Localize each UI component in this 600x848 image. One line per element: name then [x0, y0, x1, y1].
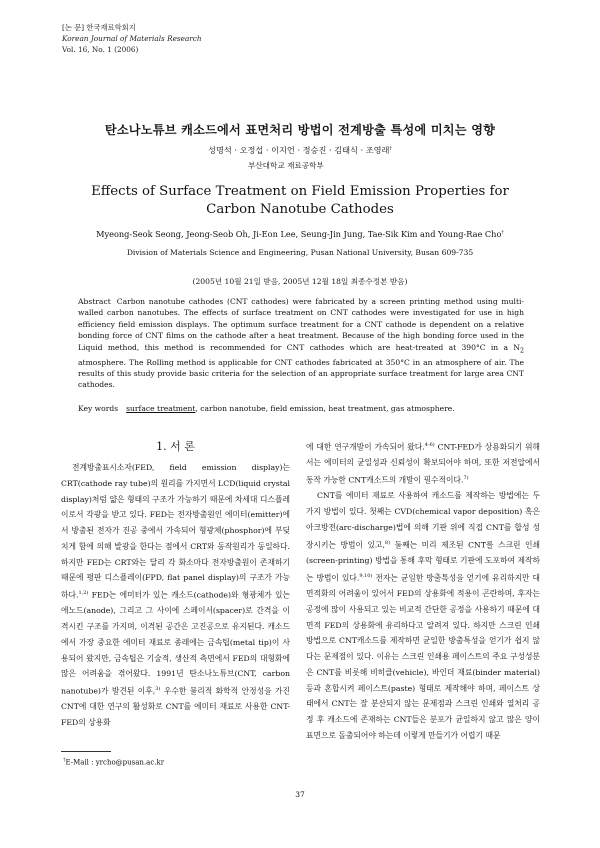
title-english-line1: Effects of Surface Treatment on Field Emission Properties for: [91, 184, 509, 199]
intro-text-1: 전계방출표시소자(FED, field emission display)는 CRT(cathode ray tube)의 원리를 가지면서 LCD(liquid crystal display)처럼 얇은 형태의 구조가 가능하기 때문에 차세대 디스플레이로서 각광을 받고 있다. FED는 전자방출원인 에미터(emitter)에서 방출된 전자가 진공 중에서 가속되어 형광체(phosphor)에 부딪치게 함에 의해 발광을 한다는 점에서 CRT와 동작원리가 동일하다. 하지만 FED는 CRT와는 달리 각 화소마다 전자방출원이 존재하기 때문에 평판 디스플레이(FPD, flat panel display)의 구조가 가능하다.: [61, 463, 290, 600]
abstract-text-2: atmosphere. The Rolling method is applicable for CNT cathodes fabricated at 350°C in an atmosphere of air. The results of this study provide basic criteria for the selection of an appropriate surface treatment for large area CNT cathodes.: [78, 357, 524, 390]
authors-korean-names: 성명석 · 오정섭 · 이지언 · 정승진 · 김태식 · 조영래: [208, 145, 390, 155]
abstract-n2-subscript: 2: [519, 347, 524, 355]
journal-name-en: Korean Journal of Materials Research: [62, 34, 202, 43]
keywords-label: Key words: [78, 404, 119, 413]
right-text-1b: 둘째는 미리 제조된 CNT를 스크린 인쇄(screen-printing) 방법을 통해 후막 형태로 기판에 도포하여 제작하는 방법이 있다.: [306, 540, 540, 583]
affiliation-english: Division of Materials Science and Engineering, Pusan National University, Busan 609-735: [126, 248, 474, 257]
right-text-0b: CNT-FED가 상용화되기 위해서는 에미터의 균일성과 신뢰성이 확보되어야 하며, 또한 저전압에서 동작 가능한 CNT캐소드의 개발이 필수적이다.: [306, 442, 541, 485]
continued-paragraph: [306, 438, 540, 488]
body-column-right: [306, 438, 540, 744]
title-english: [0, 183, 600, 219]
citation: 3): [155, 686, 161, 693]
keyword-first: surface treatment: [126, 404, 196, 413]
citation: 9,10): [359, 572, 373, 579]
intro-paragraph: [61, 460, 290, 731]
footnote-email: E-Mail : yrcho@pusan.ac.kr: [65, 758, 165, 767]
citation: 4-6): [424, 442, 435, 448]
intro-text-2: FED는 에미터가 있는 캐소드(cathode)와 형광체가 있는 애노드(anode), 그리고 그 사이에 스페이서(spacer)로 간격을 이격시킨 구조를 가지며, 이격된 공간은 고진공으로 유지된다. 캐소드에서 가장 중요한 에미터 재료로 종래에는 금속팁(metal tip)이 사용되어 왔지만, 금속팁은 기술적, 생산적 측면에서 FED의 대형화에 많은 어려움을 겪어왔다. 1991년 탄소나노튜브(CNT, carbon nanotube)가 발견된 이후,: [61, 590, 290, 696]
received-dates: (2005년 10월 21일 받음, 2005년 12월 18일 최종수정본 받음): [192, 277, 408, 286]
corresponding-mark-en: †: [501, 229, 504, 236]
journal-header: [62, 22, 202, 55]
citation: 8): [384, 539, 391, 546]
keywords: [78, 404, 524, 413]
footnote: [63, 757, 164, 766]
methods-paragraph: [306, 488, 540, 743]
abstract: [78, 296, 524, 391]
right-text-0a: 에 대한 연구개발이 가속되어 왔다.: [306, 442, 425, 452]
right-text-1c: 전자는 균일한 방출특성을 얻기에 유리하지만 대면적화의 어려움이 있어서 FED의 상용화에 적용이 곤란하며, 후자는 공정에 많이 사용되고 있는 비교적 간단한 공정을 사용하기 때문에 대면적 FED의 상용화에 유리하다고 알려져 있다. 하지만 스크린 인쇄 방법으로 CNT캐소드를 제작하면 균일한 방출특성을 얻기가 쉽지 않다는 문제점이 있다. 이유는 스크린 인쇄용 페이스트의 주요 구성성분은 CNT를 비롯해 비히클(vehicle), 바인더 재료(binder material) 등과 혼합시켜 페이스트(paste) 형태로 제작해야 하며, 페이스트 상태에서 CNT는 잘 분산되지 않는 문제점과 스크린 인쇄와 열처리 공정 후 캐소드에 존재하는 CNT들은 분포가 균일하지 않고 많은 양이 표면으로 돌출되어야 하는데 이렇게 만들기가 어렵기 때문: [306, 573, 541, 740]
body-column-left: [61, 460, 290, 731]
footnote-divider: [61, 751, 111, 752]
intro-text-3: 우수한 물리적 화학적 안정성을 가진 CNT에 대한 연구의 활성화로 CNT를 에미터 재료로 사용한 CNT-FED의 상용화: [61, 686, 290, 728]
footnote-mark: †: [63, 757, 66, 763]
corresponding-mark: †: [389, 145, 392, 152]
citation: 7): [463, 475, 469, 482]
authors-english: [0, 229, 600, 239]
journal-volume: Vol. 16, No. 1 (2006): [62, 45, 139, 54]
title-english-line2: Carbon Nanotube Cathodes: [206, 202, 394, 217]
section-heading-introduction: 1. 서 론: [156, 440, 195, 453]
page-number: 37: [295, 790, 305, 799]
right-text-1a: CNT를 에미터 재료로 사용하여 캐소드를 제작하는 방법에는 두 가지 방법이 있다. 첫째는 CVD(chemical vapor deposition) 혹은 아크방전(arc-discharge)법에 의해 기판 위에 직접 CNT를 합성 성장시키는 방법이 있고,: [306, 491, 540, 550]
citation: 1,2): [78, 590, 89, 596]
title-korean: 탄소나노튜브 캐소드에서 표면처리 방법이 전계방출 특성에 미치는 영향: [104, 123, 496, 137]
abstract-text-1: Carbon nanotube cathodes (CNT cathodes) were fabricated by a screen printing method using multi-walled carbon nanotubes. The effects of surface treatment on CNT cathodes were investigated for use in high efficiency field emission displays. The optimum surface treatment for a CNT cathode is dependent on a relative bonding force of CNT films on the cathode after a heat treatment. Because of the high bonding force used in the Liquid method, this method is recommended for CNT cathodes which are heat-treated at 390°C in a N: [78, 297, 524, 352]
abstract-label: Abstract: [78, 297, 111, 306]
affiliation-korean: 부산대학교 재료공학부: [248, 161, 324, 170]
keywords-rest: , carbon nanotube, field emission, heat treatment, gas atmosphere.: [195, 404, 455, 413]
authors-korean: [0, 145, 600, 156]
journal-name-ko: [논 문] 한국재료학회지: [62, 23, 136, 32]
authors-english-names: Myeong-Seok Seong, Jeong-Seob Oh, Ji-Eon Lee, Seung-Jin Jung, Tae-Sik Kim and Young-Rae Cho: [96, 229, 502, 239]
